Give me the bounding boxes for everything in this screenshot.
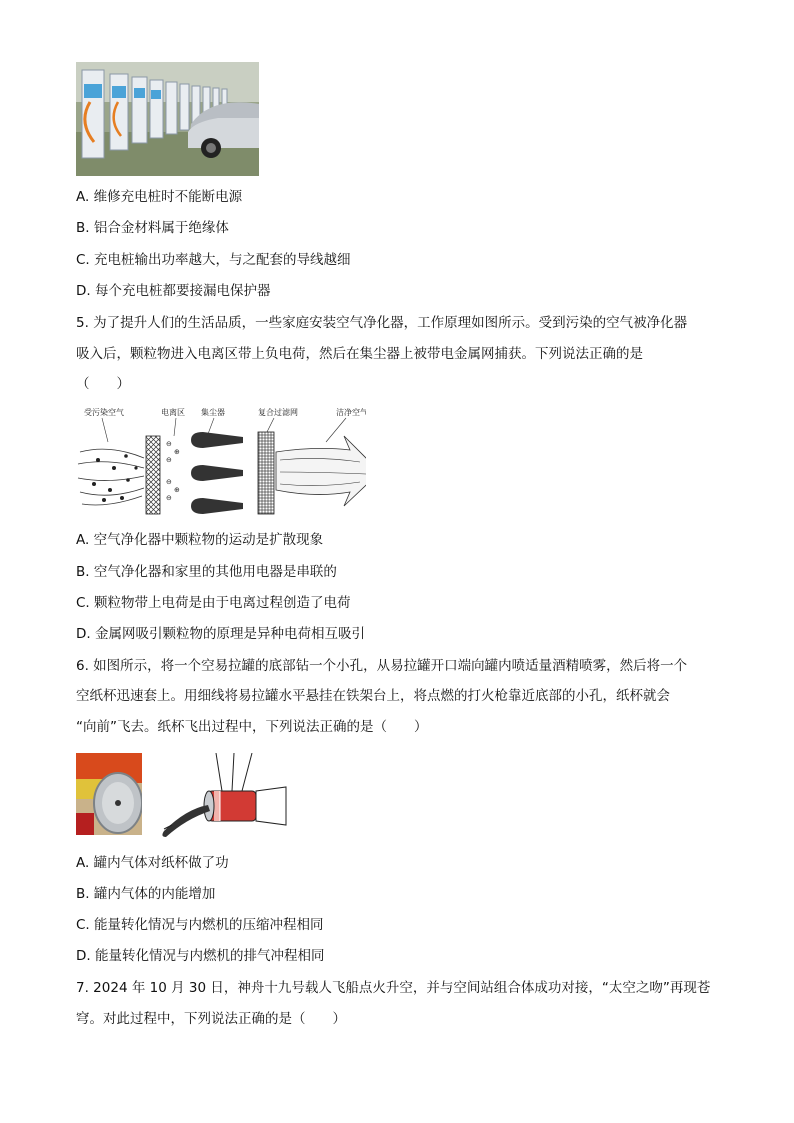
q5-option-d: D. 金属网吸引颗粒物的原理是异种电荷相互吸引 (76, 626, 365, 642)
svg-text:⊖: ⊖ (166, 478, 172, 486)
svg-text:⊖: ⊖ (166, 494, 172, 502)
q4-option-b: B. 铝合金材料属于绝缘体 (76, 220, 229, 236)
air-purifier-diagram (76, 402, 366, 520)
q5-stem-line-2: 吸入后，颗粒物进入电离区带上负电荷，然后在集尘器上被带电金属网捕获。下列说法正确的是 (76, 346, 643, 362)
can-bottom-photo (76, 753, 142, 835)
q5-option-a: A. 空气净化器中颗粒物的运动是扩散现象 (76, 532, 324, 548)
q5-stem-line-3: （ ） (76, 376, 130, 392)
q5-stem-line-1: 5. 为了提升人们的生活品质，一些家庭安装空气净化器，工作原理如图所示。受到污染的空气被净化器 (76, 315, 688, 331)
svg-text:⊖: ⊖ (166, 456, 172, 464)
svg-text:⊖: ⊖ (166, 440, 172, 448)
label-collector: 集尘器 (201, 408, 225, 417)
q5-option-c: C. 颗粒物带上电荷是由于电离过程创造了电荷 (76, 595, 351, 611)
q6-option-d: D. 能量转化情况与内燃机的排气冲程相同 (76, 948, 325, 964)
q6-option-c: C. 能量转化情况与内燃机的压缩冲程相同 (76, 917, 324, 933)
q7-stem-line-2: 穹。对此过程中，下列说法正确的是（ ） (76, 1011, 346, 1027)
label-polluted-air: 受污染空气 (84, 408, 124, 417)
label-ionization: 电离区 (161, 408, 185, 417)
svg-text:⊕: ⊕ (174, 448, 180, 456)
q4-option-d: D. 每个充电桩都要接漏电保护器 (76, 283, 271, 299)
label-clean-air: 洁净空气 (336, 408, 366, 417)
q4-option-c: C. 充电桩输出功率越大，与之配套的导线越细 (76, 252, 351, 268)
q7-stem-line-1: 7. 2024 年 10 月 30 日，神舟十九号载人飞船点火升空，并与空间站组合体成功对接，“太空之吻”再现苍 (76, 980, 711, 996)
q6-stem-line-2: 空纸杯迅速套上。用细线将易拉罐水平悬挂在铁架台上，将点燃的打火枪靠近底部的小孔，纸杯就会 (76, 688, 670, 704)
q5-option-b: B. 空气净化器和家里的其他用电器是串联的 (76, 564, 337, 580)
can-paper-cup-diagram (156, 753, 290, 837)
q6-stem-line-1: 6. 如图所示，将一个空易拉罐的底部钻一个小孔，从易拉罐开口端向罐内喷适量酒精喷雾，然后将一个 (76, 658, 688, 674)
q6-stem-line-3: “向前”飞去。纸杯飞出过程中，下列说法正确的是（ ） (76, 719, 428, 735)
charging-station-photo (76, 62, 259, 176)
q4-option-a: A. 维修充电桩时不能断电源 (76, 189, 243, 205)
q6-option-a: A. 罐内气体对纸杯做了功 (76, 855, 229, 871)
svg-text:⊕: ⊕ (174, 486, 180, 494)
label-filter: 复合过滤网 (258, 408, 298, 417)
q6-option-b: B. 罐内气体的内能增加 (76, 886, 216, 902)
